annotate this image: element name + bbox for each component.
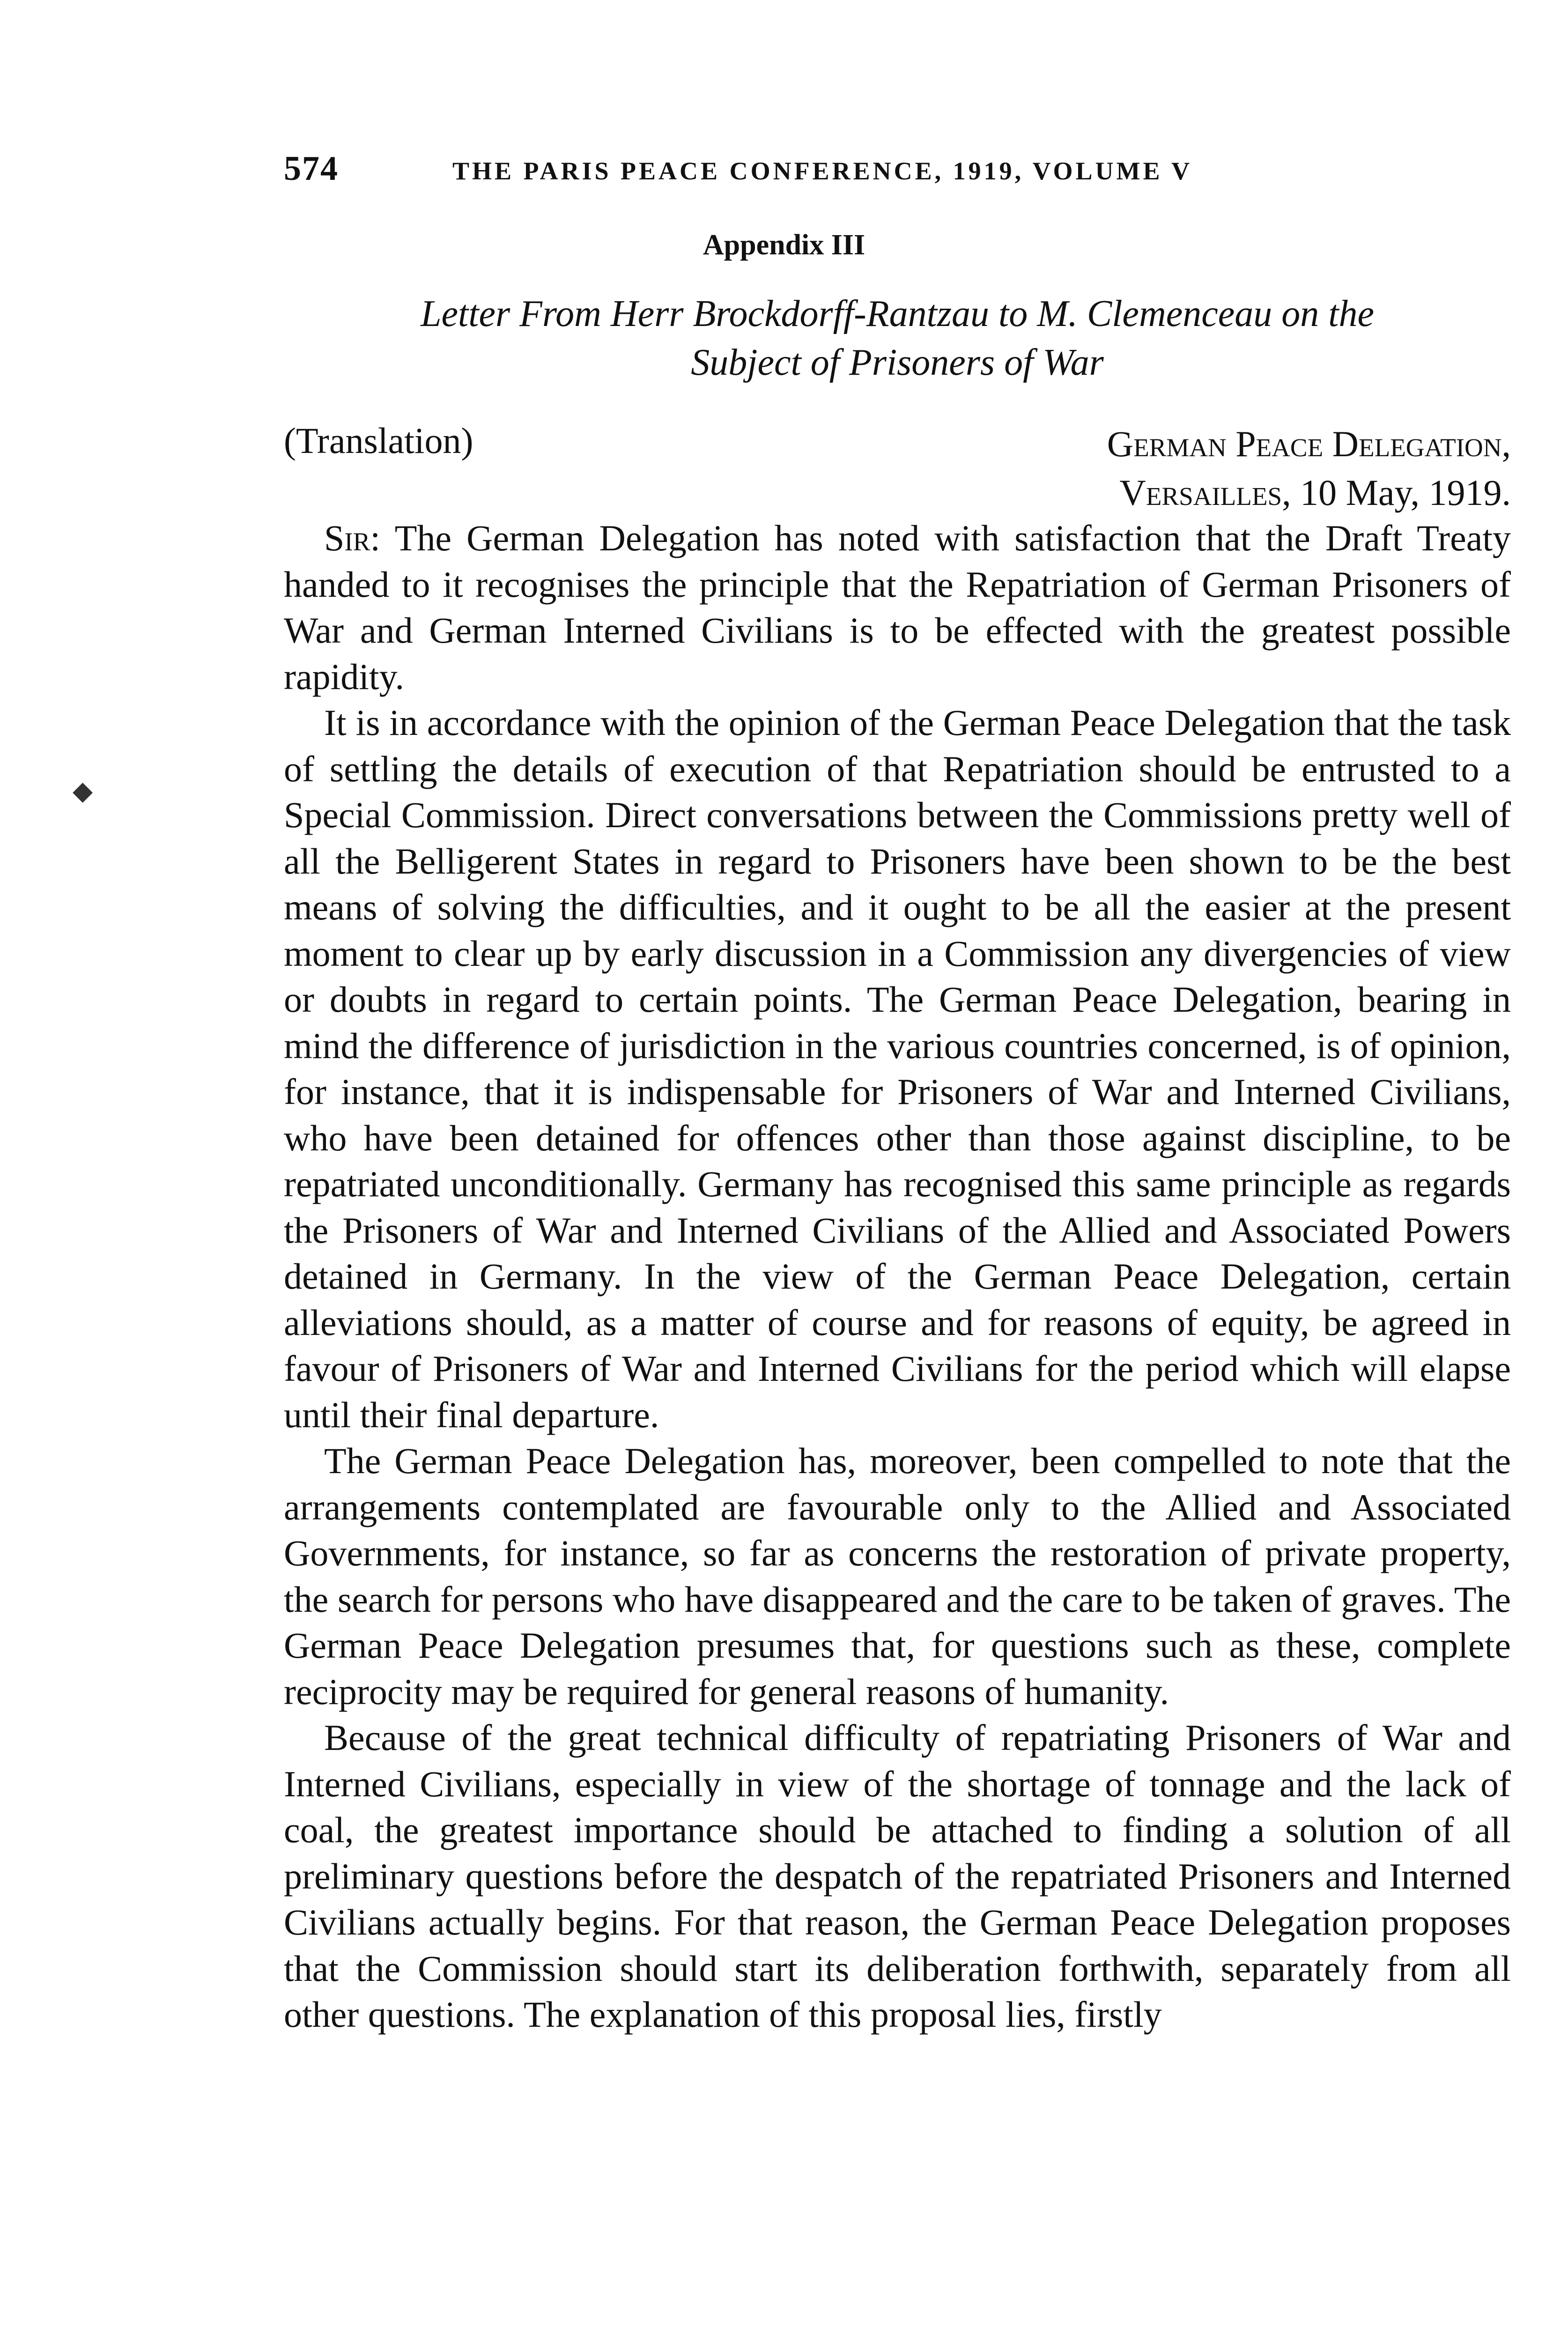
letter-title-line-2: Subject of Prisoners of War [691,342,1104,383]
place-name: Versailles [1119,472,1282,513]
letter-date: , 10 May, 1919. [1282,472,1511,513]
margin-mark: ◆ [73,777,93,806]
page-number: 574 [284,149,339,188]
page-header [284,149,1516,191]
sender-address [1107,420,1511,517]
letter-title [284,289,1511,387]
letter-body [284,515,1511,2038]
salutation: Sir [324,518,370,558]
date-line [1107,468,1511,517]
appendix-heading: Appendix III [703,229,865,261]
paragraph-1-text: : The German Delegation has noted with satisfaction that the Draft Treaty handed to it recognises the principle that the Repatriation of German Prisoners of War and German Interned Civilians is to be effected with the greatest possible rapidity. [284,518,1511,697]
paragraph-3: The German Peace Delegation has, moreover, been compelled to note that the arrangements contemplated are favourable only to the Allied and Associated Governments, for instance, so far as concerns the restoration of private property, the search for persons who have disappeared and the care to be taken of graves. The German Peace Delegation presumes that, for questions such as these, complete reciprocity may be required for general reasons of humanity. [284,1440,1511,1712]
paragraph-1 [284,515,1511,700]
letter-title-line-1: Letter From Herr Brockdorff-Rantzau to M. Clemenceau on the [421,293,1374,334]
translation-note: (Translation) [284,420,473,461]
paragraph-2: It is in accordance with the opinion of the German Peace Delegation that the task of settling the details of execution of that Repatriation should be entrusted to a Special Commission. Direct conversations between the Commissions pretty well of all the Belligerent States in regard to Prisoners have been shown to be the best means of solving the difficulties, and it ought to be all the easier at the present moment to clear up by early discussion in a Commission any divergencies of view or doubts in regard to certain points. The German Peace Delegation, bearing in mind the difference of jurisdiction in the various countries concerned, is of opinion, for instance, that it is indispensable for Prisoners of War and Interned Civilians, who have been detained for offences other than those against discipline, to be repatriated unconditionally. Germany has recognised this same principle as regards the Prisoners of War and Interned Civilians of the Allied and Associated Powers detained in Germany. In the view of the German Peace Delegation, certain alleviations should, as a matter of course and for reasons of equity, be agreed in favour of Prisoners of War and Interned Civilians for the period which will elapse until their final departure. [284,702,1511,1435]
running-title: THE PARIS PEACE CONFERENCE, 1919, VOLUME V [452,157,1193,185]
paragraph-4: Because of the great technical difficulty of repatriating Prisoners of War and Interned Civilians, especially in view of the shortage of tonnage and the lack of coal, the greatest importance should be attached to finding a solution of all preliminary questions before the despatch of the repatriated Prisoners and Interned Civilians actually begins. For that reason, the German Peace Delegation proposes that the Commission should start its deliberation forthwith, separately from all other questions. The explanation of this proposal lies, firstly [284,1717,1511,2035]
sender-line: German Peace Delegation, [1107,423,1511,464]
